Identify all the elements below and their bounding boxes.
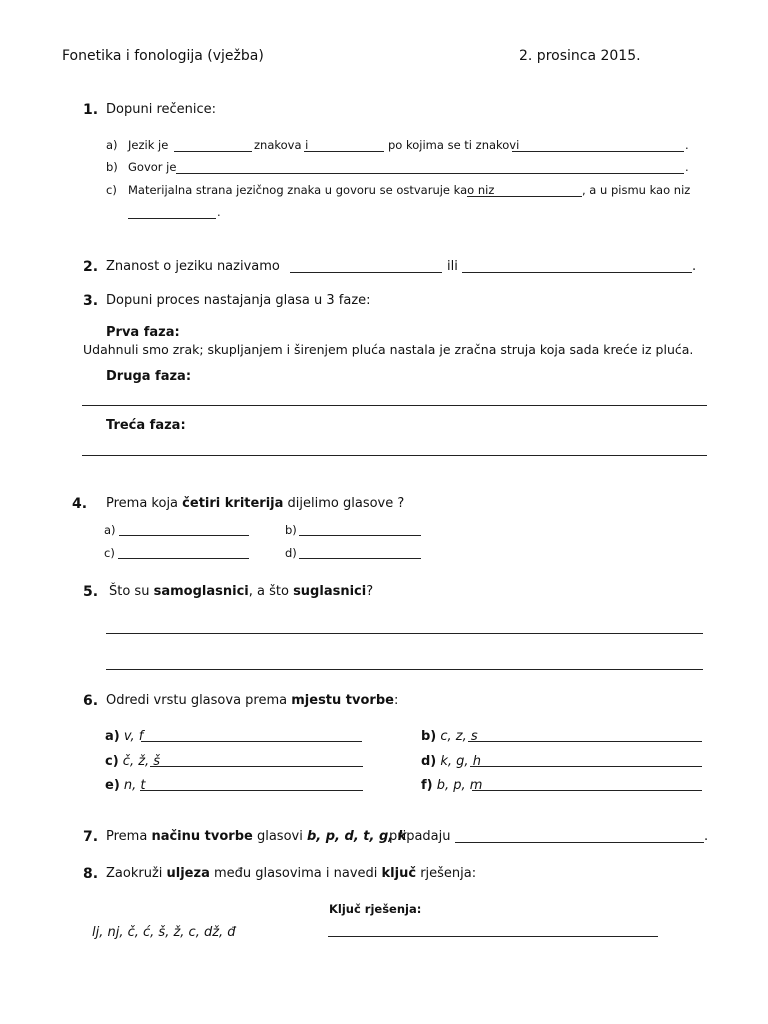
answer-line[interactable]: [82, 455, 707, 456]
question-number: 4.: [72, 496, 88, 512]
option-label: b): [285, 523, 297, 537]
phase-heading: Druga faza:: [106, 369, 192, 384]
answer-blank[interactable]: [470, 766, 702, 767]
item-end: .: [704, 829, 709, 844]
item-d: d) k, g, h: [421, 754, 481, 769]
key-label: Ključ rješenja:: [329, 902, 422, 916]
answer-blank[interactable]: [118, 558, 249, 559]
item-end: .: [685, 138, 689, 152]
question-text: Prema načinu tvorbe glasovi b, p, d, t, g, k: [106, 829, 407, 844]
item-a: a) v, f: [105, 729, 144, 744]
question-text: Znanost o jeziku nazivamo: [106, 259, 280, 274]
option-label: a): [104, 523, 116, 537]
answer-blank[interactable]: [128, 218, 216, 219]
question-text: Što su samoglasnici, a što suglasnici?: [109, 584, 374, 599]
question-text: Odredi vrstu glasova prema mjestu tvorbe:: [106, 693, 399, 708]
sound-list: lj, nj, č, ć, š, ž, c, dž, đ: [92, 925, 236, 940]
answer-line[interactable]: [106, 669, 703, 670]
item-text: Govor je: [128, 160, 177, 174]
item-label: c): [106, 183, 117, 197]
item-text: , a u pismu kao niz: [582, 183, 691, 197]
answer-blank[interactable]: [462, 272, 692, 273]
answer-blank[interactable]: [512, 151, 684, 152]
answer-blank[interactable]: [467, 196, 582, 197]
question-number: 6.: [83, 693, 99, 709]
item-end: .: [692, 259, 697, 274]
answer-blank[interactable]: [455, 842, 704, 843]
item-text: Jezik je: [128, 138, 169, 152]
item-text: Materijalna strana jezičnog znaka u govoru se ostvaruje kao niz: [128, 183, 495, 197]
phase-text: Udahnuli smo zrak; skupljanjem i širenjem pluća nastala je zračna struja koja sada kreće iz pluća.: [83, 342, 694, 357]
question-text: Dopuni rečenice:: [106, 102, 217, 117]
item-label: b): [106, 160, 118, 174]
question-number: 5.: [83, 584, 99, 600]
answer-blank[interactable]: [140, 790, 363, 791]
question-text: Dopuni proces nastajanja glasa u 3 faze:: [106, 293, 371, 308]
question-text: Prema koja četiri kriterija dijelimo glasove ?: [106, 496, 405, 511]
answer-blank[interactable]: [304, 151, 384, 152]
answer-blank[interactable]: [328, 936, 658, 937]
header-date: 2. prosinca 2015.: [519, 48, 641, 64]
answer-line[interactable]: [106, 633, 703, 634]
option-label: c): [104, 546, 115, 560]
answer-line[interactable]: [82, 405, 707, 406]
item-text: po kojima se ti znakovi: [388, 138, 520, 152]
answer-blank[interactable]: [299, 558, 421, 559]
item-end: .: [217, 205, 221, 219]
item-b: b) c, z, s: [421, 729, 478, 744]
question-number: 7.: [83, 829, 99, 845]
question-number: 8.: [83, 866, 99, 882]
answer-blank[interactable]: [472, 790, 702, 791]
question-number: 2.: [83, 259, 99, 275]
answer-blank[interactable]: [468, 741, 702, 742]
item-end: .: [685, 160, 689, 174]
question-text: pripadaju: [389, 829, 451, 844]
header-subject: Fonetika i fonologija (vježba): [62, 48, 264, 64]
item-c: c) č, ž, š: [105, 754, 161, 769]
question-number: 3.: [83, 293, 99, 309]
item-label: a): [106, 138, 118, 152]
answer-blank[interactable]: [290, 272, 442, 273]
question-text: ili: [447, 259, 458, 274]
item-e: e) n, t: [105, 778, 146, 793]
answer-blank[interactable]: [119, 535, 249, 536]
phase-heading: Prva faza:: [106, 325, 180, 340]
phase-heading: Treća faza:: [106, 418, 186, 433]
item-text: znakova i: [254, 138, 309, 152]
answer-blank[interactable]: [176, 173, 684, 174]
option-label: d): [285, 546, 297, 560]
answer-blank[interactable]: [141, 741, 362, 742]
question-number: 1.: [83, 102, 99, 118]
answer-blank[interactable]: [174, 151, 252, 152]
answer-blank[interactable]: [299, 535, 421, 536]
item-f: f) b, p, m: [421, 778, 483, 793]
question-text: Zaokruži uljeza među glasovima i navedi ključ rješenja:: [106, 866, 477, 881]
answer-blank[interactable]: [150, 766, 363, 767]
